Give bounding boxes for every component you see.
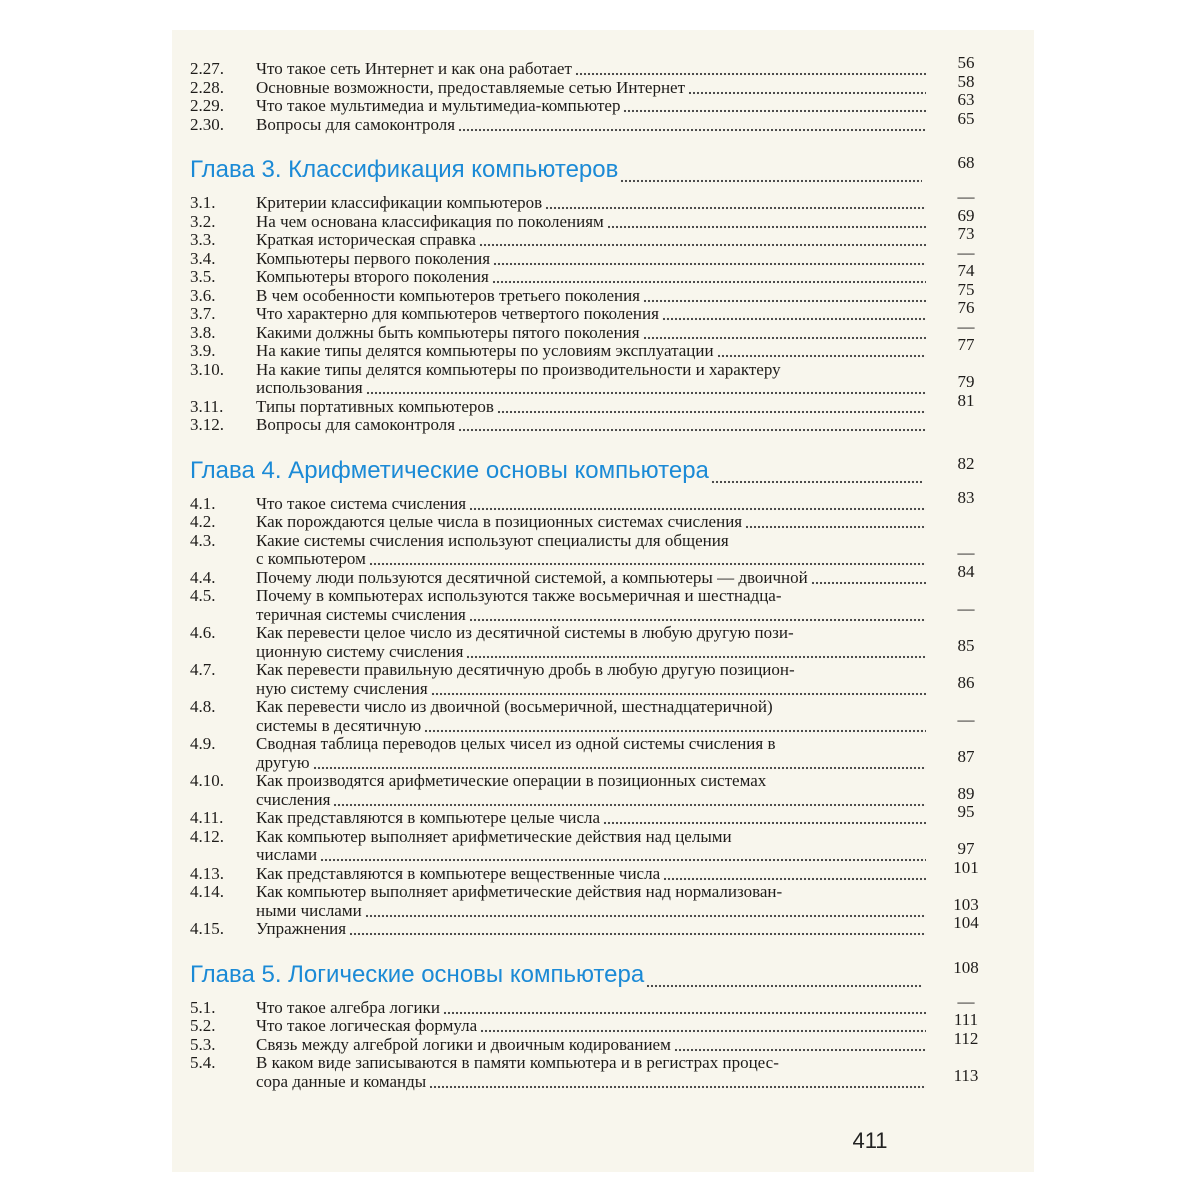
- toc-entry-title: Почему в компьютерах используются также восьмеричная и шестнадца-: [256, 586, 782, 605]
- toc-entry-page: —: [957, 709, 975, 729]
- toc-entry-title: Как перевести число из двоичной (восьмеричной, шестнадцатеричной): [256, 697, 773, 716]
- toc-entry: [190, 187, 996, 213]
- toc-entry-number: 3.4.: [190, 248, 216, 268]
- toc-entry-line: [256, 846, 926, 863]
- toc-entry-number: 4.4.: [190, 567, 216, 587]
- toc-entry-page: 101: [953, 857, 979, 877]
- toc-entry-page: —: [957, 242, 975, 262]
- toc-entry-line: [256, 754, 926, 771]
- toc-entry-title: Компьютеры первого поколения: [256, 248, 491, 268]
- toc-entry-line: [256, 587, 926, 604]
- toc-entry: [190, 513, 996, 532]
- toc-entry-title: Что характерно для компьютеров четвертого поколения: [256, 304, 659, 323]
- toc-entry-page: 77: [957, 335, 975, 354]
- dot-leader: [643, 324, 926, 341]
- toc-entry-title: Вопросы для самоконтроля: [256, 415, 456, 434]
- toc-entry: [190, 108, 996, 135]
- toc-entry: [190, 991, 996, 1018]
- dot-leader: [623, 97, 926, 114]
- toc-entry-title: счисления: [256, 789, 331, 809]
- toc-entry-line: [256, 268, 926, 285]
- toc-entry-line: [256, 791, 926, 808]
- dot-leader: [717, 342, 926, 359]
- toc-entry-line: [256, 513, 926, 530]
- toc-entry-title: На какие типы делятся компьютеры по условиям эксплуатации: [256, 341, 714, 360]
- toc-entry-title: с компьютером: [256, 549, 366, 568]
- dot-leader: [688, 79, 926, 96]
- toc-entry-number: 2.27.: [190, 59, 224, 78]
- toc-entry-title: системы в десятичную: [256, 715, 422, 735]
- toc-entry-line: [256, 379, 926, 396]
- toc-entry-page: 85: [957, 635, 975, 655]
- toc-entry-title: В каком виде записываются в памяти компьютера и в регистрах процес-: [256, 1053, 779, 1072]
- toc-entry-line: [256, 883, 926, 900]
- dot-leader: [662, 305, 926, 322]
- dot-leader: [603, 809, 926, 826]
- toc-entry-page: 75: [957, 279, 975, 299]
- toc-entry-page: 73: [957, 224, 975, 243]
- dot-leader: [365, 902, 926, 919]
- toc-entry-line: [256, 772, 926, 789]
- toc-entry: [190, 1028, 996, 1055]
- toc-entry-line: [256, 495, 926, 512]
- toc-entry-line: [256, 97, 926, 114]
- toc-entry: [190, 416, 996, 435]
- dot-leader: [458, 116, 926, 133]
- toc-entry: [190, 561, 996, 588]
- toc-entry-page: —: [957, 316, 975, 336]
- toc-entry-title: числами: [256, 845, 318, 864]
- toc-entry-page: 76: [957, 298, 975, 317]
- toc-entry-title: Как производятся арифметические операции в позиционных системах: [256, 771, 767, 790]
- toc-entry: [190, 698, 996, 735]
- toc-entry-number: 3.6.: [190, 285, 216, 305]
- toc-entry-line: [256, 828, 926, 845]
- toc-entry-page: 89: [957, 783, 975, 803]
- dot-leader: [643, 287, 926, 304]
- toc-entry-title: ными числами: [256, 900, 362, 920]
- toc-entry-page: 65: [957, 108, 975, 128]
- toc-entry-line: [256, 324, 926, 341]
- toc-entry-number: 4.6.: [190, 623, 216, 642]
- toc-entry: [190, 913, 996, 939]
- toc-entry: [190, 205, 996, 232]
- toc-entry-title: Сводная таблица переводов целых чисел из одной системы счисления в: [256, 734, 776, 753]
- toc-entry-line: [256, 79, 926, 96]
- chapter-heading: [190, 959, 996, 989]
- toc-entry-line: [256, 550, 926, 567]
- chapter-title: Глава 5. Логические основы компьютера: [190, 960, 645, 988]
- toc-entry-line: [256, 1073, 926, 1090]
- toc-entry-number: 4.8.: [190, 697, 216, 716]
- toc-entry-page: 81: [957, 390, 975, 410]
- toc-entry-line: [256, 1017, 926, 1034]
- dot-leader: [366, 379, 926, 396]
- dot-leader: [811, 569, 926, 586]
- toc-entry-title: На чем основана классификация по поколениям: [256, 211, 604, 231]
- dot-leader: [424, 717, 926, 734]
- toc-entry-number: 3.10.: [190, 359, 224, 379]
- toc-entry-number: 4.12.: [190, 826, 224, 846]
- dot-leader: [320, 846, 926, 863]
- toc-entry-line: [256, 606, 926, 623]
- toc-entry-line: [256, 902, 926, 919]
- toc-entry: [190, 279, 996, 306]
- toc-entry-number: 4.15.: [190, 919, 224, 938]
- toc-entry-number: 4.7.: [190, 660, 216, 679]
- toc-entry-page: 79: [957, 372, 975, 391]
- toc-entry-number: 3.12.: [190, 415, 224, 434]
- toc-entry-page: 56: [957, 53, 975, 72]
- dot-leader: [674, 1036, 926, 1053]
- toc-entry-title: Что такое система счисления: [256, 493, 467, 513]
- dot-leader: [497, 398, 926, 415]
- toc-entry: [190, 242, 996, 269]
- toc-entry-title: использования: [256, 378, 363, 397]
- toc-entry-title: Как перевести целое число из десятичной системы в любую другую пози-: [256, 623, 794, 642]
- toc-entry-number: 2.28.: [190, 77, 224, 97]
- toc-entry-page: —: [957, 598, 975, 618]
- toc-entry-number: 3.3.: [190, 230, 216, 249]
- toc-entry-page: 87: [957, 746, 975, 766]
- toc-entry-line: [256, 643, 926, 660]
- toc-entry-page: 104: [953, 913, 979, 932]
- toc-entry-title: Как компьютер выполняет арифметические действия над нормализован-: [256, 882, 783, 901]
- toc-entry-number: 4.2.: [190, 512, 216, 531]
- dot-leader: [466, 643, 926, 660]
- toc-entry-page: 112: [953, 1028, 979, 1048]
- toc-entry-number: 4.14.: [190, 882, 224, 901]
- toc-entry-line: [256, 661, 926, 678]
- toc-entry: [190, 772, 996, 809]
- dot-leader: [333, 791, 926, 808]
- toc-entry: [190, 90, 996, 116]
- toc-entry: [190, 532, 996, 569]
- toc-entry-title: сора данные и команды: [256, 1071, 427, 1091]
- toc-entry-number: 5.3.: [190, 1034, 216, 1054]
- toc-entry-number: 2.30.: [190, 114, 224, 134]
- toc-entry-title: На какие типы делятся компьютеры по производительности и характеру: [256, 359, 781, 379]
- toc-entry-number: 2.29.: [190, 96, 224, 115]
- toc-entry-line: [256, 735, 926, 752]
- toc-entry: [190, 828, 996, 865]
- toc-entry: [190, 1054, 996, 1091]
- dot-leader: [349, 920, 926, 937]
- toc-entry-line: [256, 250, 926, 267]
- dot-leader: [469, 495, 926, 512]
- toc-entry-title: ционную систему счисления: [256, 641, 464, 661]
- toc-entry-page: 83: [957, 487, 975, 507]
- chapter-page: 108: [953, 957, 979, 977]
- toc-entry: [190, 857, 996, 884]
- toc-entry-title: Как порождаются целые числа в позиционных системах счисления: [256, 512, 743, 531]
- toc-entry: [190, 298, 996, 324]
- toc-entry-page: 74: [957, 261, 975, 280]
- toc-entry-number: 3.9.: [190, 341, 216, 360]
- toc-entry-line: [256, 1036, 926, 1053]
- chapter-title: Глава 4. Арифметические основы компьютера: [190, 456, 709, 484]
- toc-entry-title: Что такое алгебра логики: [256, 997, 440, 1017]
- dot-leader: [745, 513, 926, 530]
- dot-leader: [545, 194, 926, 211]
- toc-entry-line: [256, 999, 926, 1016]
- toc-entry-title: Вопросы для самоконтроля: [256, 114, 456, 134]
- toc-entry-line: [256, 342, 926, 359]
- toc-entry-line: [256, 416, 926, 433]
- toc-entry: [190, 361, 996, 398]
- toc-entry-page: 113: [953, 1065, 979, 1085]
- toc-entry-title: Типы портативных компьютеров: [256, 396, 494, 416]
- toc-entry-page: —: [957, 187, 975, 206]
- toc-entry: [190, 883, 996, 920]
- dot-leader: [620, 164, 922, 184]
- toc-entry: [190, 802, 996, 828]
- toc-entry-title: Как компьютер выполняет арифметические действия над целыми: [256, 826, 732, 846]
- dot-leader: [607, 213, 926, 230]
- toc-entry: [190, 316, 996, 343]
- toc-entry-line: [256, 60, 926, 77]
- page-number: 411: [852, 1128, 888, 1153]
- dot-leader: [429, 1073, 926, 1090]
- toc-entry: [190, 624, 996, 661]
- toc-entry-title: Компьютеры второго поколения: [256, 267, 489, 286]
- toc-entry-line: [256, 231, 926, 248]
- toc-entry-number: 3.11.: [190, 396, 224, 416]
- toc-entry-number: 4.1.: [190, 493, 216, 513]
- toc-entry-number: 5.1.: [190, 997, 216, 1017]
- toc-entry-line: [256, 1054, 926, 1071]
- chapter-page: 68: [957, 153, 975, 172]
- toc-entry-number: 4.9.: [190, 734, 216, 753]
- toc-entry-page: —: [957, 543, 975, 562]
- toc-entry-title: Как представляются в компьютере целые числа: [256, 808, 601, 827]
- dot-leader: [431, 680, 926, 697]
- toc-entry-number: 5.4.: [190, 1053, 216, 1072]
- toc-entry: [190, 335, 996, 361]
- toc-entry-number: 4.3.: [190, 530, 216, 550]
- toc-entry-title: Как перевести правильную десятичную дробь в любую другую позицион-: [256, 660, 795, 679]
- toc-entry-line: [256, 305, 926, 322]
- toc-entry-number: 4.13.: [190, 863, 224, 883]
- dot-leader: [493, 250, 926, 267]
- chapter-heading: [190, 154, 996, 184]
- dot-leader: [458, 416, 926, 433]
- toc-entry-title: теричная системы счисления: [256, 604, 466, 624]
- dot-leader: [443, 999, 926, 1016]
- toc-entry-number: 3.2.: [190, 211, 216, 231]
- toc-entry-line: [256, 532, 926, 549]
- dot-leader: [479, 231, 926, 248]
- toc-entry: [190, 1010, 996, 1036]
- toc-entry-title: другую: [256, 752, 310, 772]
- toc-entry-line: [256, 213, 926, 230]
- toc-entry-page: 84: [957, 561, 975, 581]
- toc-entry-page: 58: [957, 71, 975, 91]
- toc-entry-line: [256, 116, 926, 133]
- dot-leader: [711, 465, 922, 485]
- toc-entry-line: [256, 287, 926, 304]
- toc-entry-title: Какими должны быть компьютеры пятого поколения: [256, 322, 640, 342]
- toc-entry-number: 3.5.: [190, 267, 216, 286]
- toc-entry-title: ную систему счисления: [256, 678, 428, 698]
- dot-leader: [646, 969, 922, 989]
- toc-entry-line: [256, 698, 926, 715]
- toc-entry-title: Связь между алгеброй логики и двоичным кодированием: [256, 1034, 671, 1054]
- toc-entry-line: [256, 398, 926, 415]
- toc-entry-number: 4.10.: [190, 771, 224, 790]
- toc-entry-number: 3.1.: [190, 193, 216, 212]
- toc-entry-line: [256, 717, 926, 734]
- toc-entry-title: Критерии классификации компьютеров: [256, 193, 543, 212]
- dot-leader: [575, 60, 926, 77]
- toc-entry-line: [256, 194, 926, 211]
- toc-entry-line: [256, 361, 926, 378]
- toc-entry-line: [256, 809, 926, 826]
- dot-leader: [663, 865, 926, 882]
- dot-leader: [313, 754, 926, 771]
- toc-entry-page: 86: [957, 672, 975, 692]
- toc-entry-title: Основные возможности, предоставляемые сетью Интернет: [256, 77, 686, 97]
- dot-leader: [469, 606, 926, 623]
- toc-entry: [190, 661, 996, 698]
- toc-entry-number: 3.8.: [190, 322, 216, 342]
- toc-entry-title: Что такое мультимедиа и мультимедиа-компьютер: [256, 96, 621, 115]
- toc-entry-line: [256, 920, 926, 937]
- toc-entry-line: [256, 569, 926, 586]
- toc-entry-title: Краткая историческая справка: [256, 230, 476, 249]
- toc-entry-title: Какие системы счисления используют специалисты для общения: [256, 530, 729, 550]
- toc-entry-line: [256, 865, 926, 882]
- toc-entry-title: Что такое логическая формула: [256, 1016, 478, 1035]
- toc-entry-page: 63: [957, 90, 975, 109]
- toc-entry-title: Как представляются в компьютере вещественные числа: [256, 863, 661, 883]
- dot-leader: [480, 1017, 926, 1034]
- toc-entry-title: Упражнения: [256, 919, 347, 938]
- toc-entry: [190, 53, 996, 79]
- toc-entry-page: —: [957, 991, 975, 1011]
- toc-entry-page: 97: [957, 839, 975, 858]
- toc-entry-page: 103: [953, 894, 979, 914]
- dot-leader: [369, 550, 926, 567]
- toc-entry: [190, 71, 996, 98]
- toc-entry: [190, 587, 996, 624]
- toc-entry-page: 95: [957, 802, 975, 821]
- toc-entry-line: [256, 624, 926, 641]
- toc-entry-title: В чем особенности компьютеров третьего поколения: [256, 285, 641, 305]
- toc-entry-page: 111: [953, 1010, 979, 1029]
- chapter-page: 82: [957, 453, 975, 473]
- chapter-title: Глава 3. Классификация компьютеров: [190, 156, 619, 183]
- dot-leader: [492, 268, 926, 285]
- toc-entry-number: 5.2.: [190, 1016, 216, 1035]
- toc-entry: [190, 390, 996, 417]
- toc-entry-line: [256, 680, 926, 697]
- toc-entry: [190, 224, 996, 250]
- toc-entry: [190, 487, 996, 514]
- toc-entry: [190, 261, 996, 287]
- chapter-heading: [190, 455, 996, 485]
- toc-entry-title: Почему люди пользуются десятичной системой, а компьютеры — двоичной: [256, 567, 808, 587]
- toc-entry-number: 4.11.: [190, 808, 224, 827]
- toc-entry-number: 4.5.: [190, 586, 216, 605]
- toc-entry-title: Что такое сеть Интернет и как она работает: [256, 59, 572, 78]
- toc-entry-number: 3.7.: [190, 304, 216, 323]
- toc-entry-page: 69: [957, 205, 975, 225]
- toc-entry: [190, 735, 996, 772]
